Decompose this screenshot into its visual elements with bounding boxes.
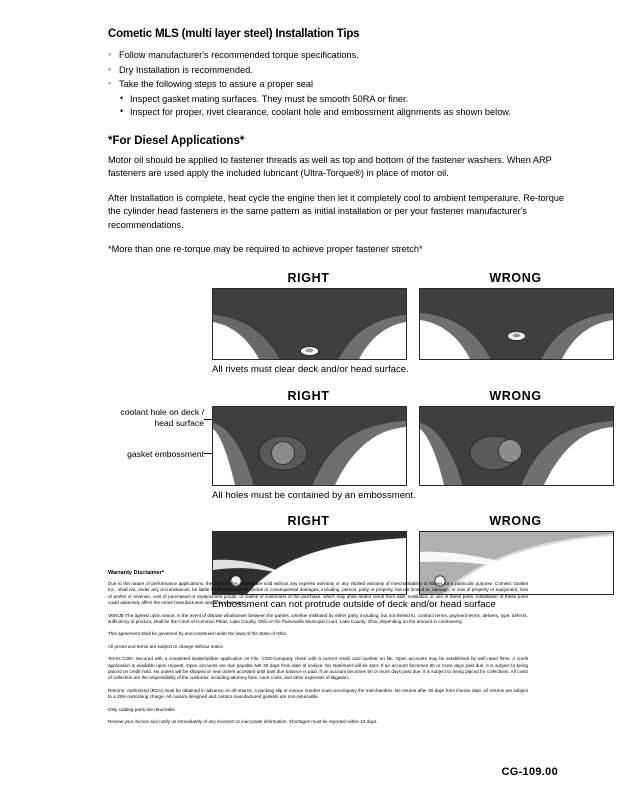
figure-image-wrong	[419, 406, 614, 486]
paragraph-motor-oil: Motor oil should be applied to fastener threads as well as top and bottom of the fastener washers. When ARP fasteners are used apply the included lubricant (Ultra-Torque®) in place of motor oil.	[108, 154, 552, 179]
figure-label-wrong: WRONG	[489, 388, 542, 403]
figure-rivets	[212, 271, 612, 377]
warranty-paragraph: Terms COD- Secured with a completed dealer/jobber application on File, COD-Company check with a current credit card number on file. Open accounts may be established by well rated firms. A credit application is available upon request. Open accounts are due payable Net 30 days from date of invoice. No statement will be sent. If an account becomes 60 or more days past due, it is subject to being placed on credit hold. No orders will be shipped or new orders accepted until past due balance is paid. If an account becomes 90 or more days past due, it is subject to being placed for collections. All costs of collection are the responsibility of the customer, including attorney fees, court costs, and other expenses of litigation.	[108, 656, 528, 681]
figure-image-right	[212, 288, 407, 360]
warranty-paragraph: VENUE-The agreed upon venue, in the event of dispute whatsoever between the parties, whether instituted by either party, including, but not limited to, contract terms, payment terms, delivery, type, defects, sufficiency of product, shall be the Court of Common Pleas, Lake County, Ohio or the Painesville Municipal Court, Lake County, Ohio, depending on the amount in controversy.	[108, 612, 528, 625]
list-item: • Inspect for proper, rivet clearance, coolant hole and embossment alignments as shown below.	[119, 106, 570, 120]
figure-label-wrong: WRONG	[489, 271, 542, 286]
figure-rivets-right	[212, 271, 405, 360]
figure-image-wrong	[419, 288, 614, 360]
warranty-paragraph: This agreement shall be governed by and construed under the laws of the State of Ohio.	[108, 631, 288, 637]
figure-label-right: RIGHT	[287, 388, 330, 403]
figure-caption-rivets: All rivets must clear deck and/or head surface.	[212, 364, 409, 376]
list-item-label: Take the following steps to assure a proper seal	[119, 79, 314, 89]
warranty-paragraph: Only catalog parts are returnable.	[108, 706, 177, 712]
list-item: • Inspect gasket mating surfaces. They must be smooth 50RA or finer.	[119, 93, 570, 107]
callout-gasket-embossment: gasket embossment	[127, 448, 204, 459]
list-item: ◦ Follow manufacturer's recommended torque specifications.	[108, 49, 570, 63]
figure-caption-embossment: All holes must be contained by an embossment.	[212, 489, 416, 501]
figure-embossment	[120, 388, 612, 503]
paragraph-retorque-note: *More than one re-torque may be required to achieve proper fastener stretch*	[108, 244, 423, 255]
figure-embossment-wrong	[419, 389, 612, 486]
figure-rivets-wrong	[419, 271, 612, 360]
warranty-section	[108, 570, 528, 732]
warranty-paragraph: Returns- Authorized (RGA) must be obtained in advance on all returns. A packing slip or invoice number must accompany the merchandise. No returns after 30 days from invoice date. All returns are subject to a 25% restocking charge. All custom designed and custom manufactured gaskets are non-returnable.	[108, 687, 528, 700]
figure-label-right: RIGHT	[287, 271, 330, 286]
warranty-heading: Warranty Disclaimer*	[108, 570, 165, 576]
section-heading-diesel: *For Diesel Applications*	[108, 134, 245, 147]
warranty-paragraph: Review your invoice and notify us immediately of any incorrect or inaccurate information. Shortages must be reported within 10 days.	[108, 719, 378, 725]
figure-image-right	[212, 406, 407, 486]
page-title: Cometic MLS (multi layer steel) Installation Tips	[108, 28, 360, 40]
figure-embossment-right	[212, 389, 405, 486]
paragraph-heat-cycle: After Installation is complete, heat cycle the engine then let it completely cool to ambient temperature. Re-torque the cylinder head fasteners in the same pattern as initial installation or per your fastener manufacturer's recommendations.	[108, 192, 565, 230]
tips-sublist	[119, 93, 570, 120]
list-item	[108, 78, 570, 120]
figure-label-wrong: WRONG	[489, 514, 542, 529]
document-number: CG-109.00	[501, 766, 558, 778]
tips-list	[108, 49, 570, 120]
warranty-paragraph: Due to the nature of performance applications, the parts in this catalog are sold without any express warranty or any implied warranty of merchantability or fitness for a particular purpose. Cometic Gasket Inc., shall not, under any circumstances, be liable for any special, incidental or consequential damages, including, person, party or property, but not limited to, damage, or loss of property or equipment, loss of profits or revenue, cost of purchased or replacement goods, or claims of customers of the purchase, which may arise and/or result from sale, instillation or use of these parts. Installation of these parts could adversely affect the motor manufacturers warranty coverage.	[108, 581, 528, 606]
callout-coolant-hole: coolant hole on deck / head surface	[120, 406, 204, 428]
list-item: ◦ Dry Installation is recommended.	[108, 64, 570, 78]
figure-label-right: RIGHT	[287, 514, 330, 529]
warranty-paragraph: All prices and terms are subject to change without notice.	[108, 643, 225, 649]
figure-caption-protrusion: Embossment can not protrude outside of deck and/or head surface	[212, 599, 496, 611]
